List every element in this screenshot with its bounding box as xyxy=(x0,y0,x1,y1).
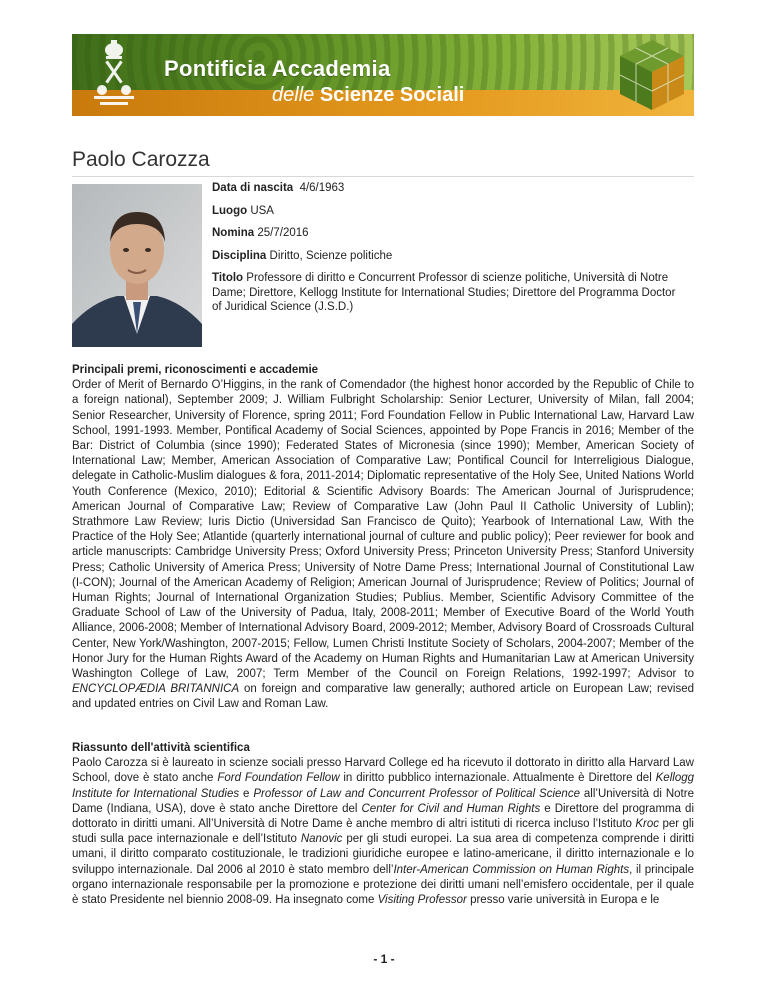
page-number: - 1 - xyxy=(373,952,395,966)
awards-section xyxy=(72,363,694,713)
summary-text: Paolo Carozza si è laureato in scienze sociali presso Harvard College ed ha ricevuto il dottorato in diritto alla Harvard Law School, dove è stato anche Ford Foundation Fellow in diritto pubblico internazionale. Attualmente è Direttore del Kellogg Institute for International Studies e Professor of Law and Concurrent Professor of Political Science all’Università di Notre Dame (Indiana, USA), dove è stato anche Direttore del Center for Civil and Human Rights e Direttore del programma di dottorato in diritti umani. All’Università di Notre Dame è anche membro di altri istituti di ricerca incluso l’Istituto Kroc per gli studi sulla pace internazionale e dell’Istituto Nanovic per gli studi europei. La sua area di competenza comprende i diritti umani, il diritto comparato costituzionale, le tradizioni giuridiche europee e latino-americane, il diritto internazionale e lo sviluppo internazionale. Dal 2006 al 2010 è stato membro dell’Inter-American Commission on Human Rights, il principale organo internazionale responsabile per la promozione e protezione dei diritti umani nell’emisfero occidentale, per il quale è stato Presidente nel biennio 2008-09. Ha insegnato come Visiting Professor presso varie università in Europa e le xyxy=(72,757,695,907)
info-appointment: Nomina 25/7/2016 xyxy=(212,227,309,239)
papal-keys-emblem-icon xyxy=(80,38,148,112)
summary-heading: Riassunto dell'attività scientifica xyxy=(72,742,250,754)
portrait-photo xyxy=(72,184,202,347)
awards-text: Order of Merit of Bernardo O’Higgins, in the rank of Comendador (the highest honor accorded by the Republic of Chile to a foreign national), September 2009; J. William Fulbright Scholarship: Senior Lecturer, University of Milan, fall 2004; Senior Researcher, University of Florence, spring 2011; Ford Foundation Fellow in Public International Law, Harvard Law School, 1991-1993. Member, Pontifical Academy of Social Sciences, appointed by Pope Francis in 2016; Member of the Bar: District of Columbia (since 1990); Federated States of Micronesia (since 1990); Member, American Society of International Law; Member, American Association of Comparative Law; Pontifical Council for Interreligious Dialogue, delegate in Catholic-Muslim dialogues & fora, 2011-2014; Diplomatic representative of the Holy See, United Nations World Youth Conference (Mexico, 2010); Editorial & Scientific Advisory Boards: The American Journal of Jurisprudence; American Journal of Comparative Law; Review of Comparative Law (John Paul II Catholic University of Lublin); Strathmore Law Review; Iuris Dictio (Universidad San Francisco de Quito); Yearbook of International Law, With the Practice of the Holy See; Atlantide (quarterly international journal of culture and public policy); Peer reviewer for book and article manuscripts: Cambridge University Press; Oxford University Press; Princeton University Press; Stanford University Press; Catholic University of America Press; University of Notre Dame Press; International Journal of Constitutional Law (I-CON); Journal of the American Academy of Religion; American Journal of Jurisprudence; Review of Politics; Journal of Human Rights; Journal of International Organization Studies; Publius. Member, Scientific Advisory Committee of the Graduate School of Law of the University of Padua, Italy, 2008-2011; Member of Executive Board of the World Youth Alliance, 2006-2008; Member of International Advisory Board, 2009-2012; Member, Advisory Board of Crossroads Cultural Center, New York/Washington, 2007-2015; Fellow, Lumen Christi Institute Society of Scholars, 2004-2007; Member of the Honor Jury for the Human Rights Award of the Academy on Human Rights and Humanitarian Law at American University Washington College of Law, 2007; Term Member of the Council on Foreign Relations, 1992-1997; Advisor to ENCYCLOPÆDIA BRITANNICA on foreign and comparative law generally; authored article on European Law; revised and updated entries on Civil Law and Roman Law. xyxy=(72,379,695,711)
info-birthdate: Data di nascita 4/6/1963 xyxy=(212,182,345,194)
awards-heading: Principali premi, riconoscimenti e accademie xyxy=(72,364,319,376)
person-info xyxy=(212,181,682,323)
person-name: Paolo Carozza xyxy=(72,148,210,171)
summary-section xyxy=(72,741,694,908)
info-place: Luogo USA xyxy=(212,204,274,217)
name-divider xyxy=(72,176,694,177)
banner-title-line2 xyxy=(272,84,464,107)
globe-cube-icon xyxy=(612,34,692,116)
info-title: Titolo Professore di diritto e Concurrent Professor di scienze politiche, Università di Notre Dame; Direttore, Kellogg Institute for International Studies; Direttore del Programma Doctor of Juridical Science (J.S.D.) xyxy=(212,272,676,313)
info-discipline: Disciplina Diritto, Scienze politiche xyxy=(212,249,393,262)
banner-title-bold: Scienze Sociali xyxy=(319,84,465,106)
header-banner xyxy=(72,34,694,116)
banner-title-line1: Pontificia Accademia xyxy=(164,56,391,81)
banner-title-italic: delle xyxy=(272,84,315,106)
